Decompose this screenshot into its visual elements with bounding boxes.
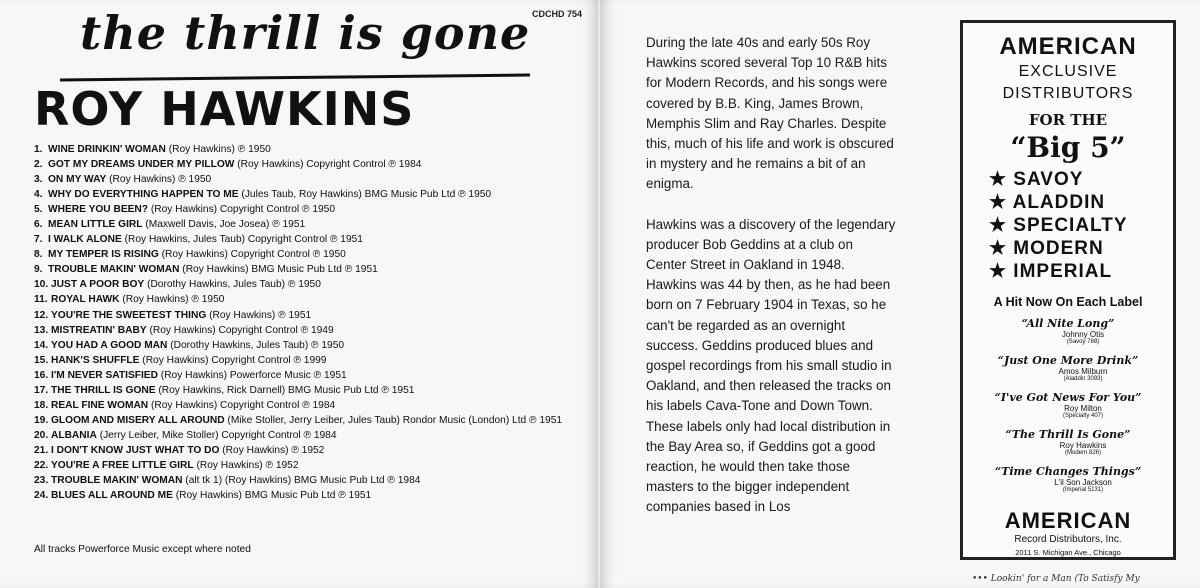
ad-record-artist: L'il Son Jackson — [1054, 478, 1112, 487]
track-title: ON MY WAY — [48, 174, 107, 186]
track-credits: (Mike Stoller, Jerry Leiber, Jules Taub) Rondor Music (London) Ltd ℗ 1951 — [227, 414, 563, 426]
track-title: ROYAL HAWK — [51, 294, 120, 306]
ad-for-the: FOR THE — [1028, 111, 1108, 129]
track-credits: (Dorothy Hawkins, Jules Taub) ℗ 1950 — [147, 279, 321, 291]
track-number: 1. — [34, 144, 43, 155]
track-title: BLUES ALL AROUND ME — [51, 490, 173, 502]
biography-text — [646, 33, 896, 538]
track-number: 7. — [34, 234, 43, 246]
track-title: GLOOM AND MISERY ALL AROUND — [51, 414, 225, 426]
track-item — [34, 157, 562, 172]
track-title: GOT MY DREAMS UNDER MY PILLOW — [48, 159, 235, 171]
ad-label-item: ★ ALADDIN — [989, 192, 1106, 213]
track-item — [34, 383, 562, 398]
track-credits: (alt tk 1) (Roy Hawkins) BMG Music Pub Ltd ℗ 1984 — [185, 475, 421, 487]
track-credits: (Roy Hawkins, Jules Taub) Copyright Control ℗ 1951 — [124, 234, 363, 246]
ad-label-item: ★ MODERN — [989, 238, 1104, 259]
track-item — [34, 247, 562, 262]
track-item — [34, 277, 562, 292]
track-title: YOU HAD A GOOD MAN — [51, 339, 168, 351]
track-item — [34, 398, 562, 413]
ad-big5: “Big 5” — [1010, 131, 1126, 164]
ad-record-artist: Roy Milton — [1064, 404, 1102, 413]
bio-paragraph: Hawkins was a discovery of the legendary producer Bob Geddins at a club on Center Street in Oakland in 1948. Hawkins was 44 by then, as he had been born on 7 February 1904 in Texas, so he can't be regarded as an overnight success. Geddins produced blues and gospel recordings from his small studio in Oakland, and then released the tracks on his labels Cava-Tone and Down Town. These labels only had local distribution in the Bay Area so, if Geddins got a good reaction, he would then take those masters to the bigger independent companies based in Los — [646, 216, 896, 515]
track-credits: (Roy Hawkins) ℗ 1950 — [109, 174, 212, 186]
track-number: 23. — [34, 475, 49, 487]
track-number: 20. — [34, 429, 49, 441]
track-title: YOU'RE A FREE LITTLE GIRL — [51, 459, 194, 471]
track-number: 12. — [34, 309, 49, 321]
track-title: JUST A POOR BOY — [51, 279, 145, 291]
track-number: 14. — [34, 339, 49, 351]
track-item — [34, 202, 562, 217]
ad-record-catalog: (Specialty 407) — [1062, 413, 1104, 419]
track-list — [34, 142, 562, 503]
ad-label-item: ★ IMPERIAL — [989, 261, 1113, 282]
track-item — [34, 428, 562, 443]
track-number: 17. — [34, 384, 49, 396]
ad-line-exclusive: EXCLUSIVE — [1018, 63, 1118, 80]
title-underline — [60, 74, 530, 82]
track-item — [34, 232, 562, 247]
track-credits: (Jules Taub, Roy Hawkins) BMG Music Pub Ltd ℗ 1950 — [241, 189, 492, 201]
track-item — [34, 323, 562, 338]
track-item — [34, 473, 562, 488]
ad-line-distributors: DISTRIBUTORS — [1002, 85, 1134, 102]
ad-record-artist: Roy Hawkins — [1059, 441, 1107, 450]
ad-record-list — [963, 317, 1173, 494]
track-item — [34, 172, 562, 187]
track-credits: (Jerry Leiber, Mike Stoller) Copyright Control ℗ 1984 — [99, 429, 337, 441]
track-item — [34, 458, 562, 473]
track-number: 4. — [34, 189, 43, 201]
track-credits: (Roy Hawkins) Powerforce Music ℗ 1951 — [160, 369, 347, 381]
ad-hit-line: A Hit Now On Each Label — [993, 295, 1143, 309]
track-item — [34, 187, 562, 202]
track-number: 9. — [34, 264, 43, 276]
track-item — [34, 338, 562, 353]
track-item — [34, 488, 562, 503]
ad-record-song: “The Thrill Is Gone” — [1005, 428, 1131, 441]
track-credits: (Roy Hawkins) ℗ 1950 — [122, 294, 225, 306]
album-title: the thrill is gone — [80, 6, 531, 60]
track-number: 2. — [34, 159, 43, 171]
ad-record-artist: Johnny Otis — [1061, 330, 1105, 339]
ad-record — [963, 428, 1173, 457]
ad-record — [963, 317, 1173, 346]
ad-headline: AMERICAN — [999, 33, 1137, 60]
track-title: THE THRILL IS GONE — [51, 384, 156, 396]
track-item — [34, 308, 562, 323]
track-credits: (Roy Hawkins) BMG Music Pub Ltd ℗ 1951 — [182, 264, 378, 276]
track-title: WHERE YOU BEEN? — [48, 204, 148, 216]
track-credits: (Roy Hawkins) BMG Music Pub Ltd ℗ 1951 — [175, 490, 372, 502]
track-number: 24. — [34, 490, 49, 502]
track-credits: (Roy Hawkins) Copyright Control ℗ 1984 — [151, 399, 336, 411]
artist-name: ROY HAWKINS — [34, 82, 415, 136]
track-title: I DON'T KNOW JUST WHAT TO DO — [51, 444, 220, 456]
track-credits: (Maxwell Davis, Joe Josea) ℗ 1951 — [145, 219, 306, 231]
catalog-number: CDCHD 754 — [532, 9, 583, 19]
track-credits: (Dorothy Hawkins, Jules Taub) ℗ 1950 — [170, 339, 345, 351]
ad-label-item: ★ SPECIALTY — [989, 215, 1128, 236]
ad-label-list — [989, 168, 1173, 283]
ad-record-song: “Just One More Drink” — [997, 354, 1139, 367]
ad-footer-address: 2011 S. Michigan Ave., Chicago — [1015, 548, 1121, 557]
track-title: MISTREATIN' BABY — [51, 324, 147, 336]
track-credits: (Roy Hawkins) Copyright Control ℗ 1984 — [237, 159, 422, 171]
track-number: 3. — [34, 174, 43, 186]
track-title: I WALK ALONE — [48, 234, 122, 246]
ad-record-catalog: (Savoy 788) — [1066, 339, 1100, 345]
track-item — [34, 353, 562, 368]
track-number: 6. — [34, 219, 43, 231]
track-credits: (Roy Hawkins) ℗ 1952 — [196, 459, 299, 471]
vintage-advertisement — [960, 20, 1176, 560]
ad-footer-company: Record Distributors, Inc. — [1014, 534, 1122, 545]
ad-footer-headline: AMERICAN — [1004, 508, 1132, 533]
track-credits: (Roy Hawkins, Rick Darnell) BMG Music Pub Ltd ℗ 1951 — [158, 384, 415, 396]
track-title: I'M NEVER SATISFIED — [51, 369, 158, 381]
track-credits: (Roy Hawkins) ℗ 1951 — [209, 309, 312, 321]
ad-label-item: ★ SAVOY — [989, 169, 1084, 190]
ad-record-song: “Time Changes Things” — [994, 465, 1142, 478]
track-number: 11. — [34, 294, 48, 306]
track-number: 15. — [34, 354, 49, 366]
track-number: 5. — [34, 204, 43, 216]
next-page-peek-text: ••• Lookin' for a Man (To Satisfy My — [972, 574, 1140, 584]
track-title: HANK'S SHUFFLE — [51, 354, 140, 366]
track-number: 22. — [34, 459, 49, 471]
track-item — [34, 443, 562, 458]
track-title: TROUBLE MAKIN' WOMAN — [51, 475, 183, 487]
track-item — [34, 217, 562, 232]
track-credits: (Roy Hawkins) Copyright Control ℗ 1949 — [149, 324, 334, 336]
track-credits: (Roy Hawkins) Copyright Control ℗ 1950 — [161, 249, 346, 261]
track-title: REAL FINE WOMAN — [51, 399, 149, 411]
left-page — [0, 0, 598, 588]
track-credits: (Roy Hawkins) ℗ 1950 — [168, 144, 271, 155]
track-item — [34, 413, 562, 428]
track-title: MEAN LITTLE GIRL — [48, 219, 143, 231]
ad-record-song: “I've Got News For You” — [994, 391, 1142, 404]
track-number: 10. — [34, 279, 49, 291]
track-number: 19. — [34, 414, 49, 426]
track-number: 8. — [34, 249, 43, 261]
track-item — [34, 262, 562, 277]
track-title: ALBANIA — [51, 429, 97, 441]
publishing-footnote: All tracks Powerforce Music except where noted — [34, 544, 251, 555]
track-number: 21. — [34, 444, 49, 456]
track-item — [34, 292, 562, 307]
track-item — [34, 142, 562, 157]
track-title: TROUBLE MAKIN' WOMAN — [48, 264, 180, 276]
ad-record-artist: Amos Milburn — [1058, 367, 1108, 376]
track-credits: (Roy Hawkins) Copyright Control ℗ 1999 — [142, 354, 327, 366]
ad-record-song: “All Nite Long” — [1021, 317, 1115, 330]
ad-record — [963, 354, 1173, 383]
bio-paragraph: During the late 40s and early 50s Roy Hawkins scored several Top 10 R&B hits for Modern Records, and his songs were covered by B.B. King, James Brown, Memphis Slim and Ray Charles. Despite this, much of his life and work is obscured in mystery and he remains a bit of an enigma. — [646, 35, 894, 192]
track-title: MY TEMPER IS RISING — [48, 249, 159, 261]
track-number: 18. — [34, 399, 49, 411]
ad-record — [963, 465, 1173, 494]
track-title: WINE DRINKIN' WOMAN — [48, 144, 166, 155]
track-credits: (Roy Hawkins) ℗ 1952 — [222, 444, 325, 456]
track-title: WHY DO EVERYTHING HAPPEN TO ME — [48, 189, 239, 201]
track-title: YOU'RE THE SWEETEST THING — [51, 309, 207, 321]
ad-record-catalog: (Imperial 5131) — [1062, 487, 1104, 493]
track-credits: (Roy Hawkins) Copyright Control ℗ 1950 — [150, 204, 336, 216]
ad-record-catalog: (Modern 826) — [1064, 450, 1102, 456]
track-number: 16. — [34, 369, 49, 381]
ad-record — [963, 391, 1173, 420]
track-number: 13. — [34, 324, 49, 336]
track-item — [34, 368, 562, 383]
ad-record-catalog: (Aladdin 3093) — [1063, 376, 1103, 382]
